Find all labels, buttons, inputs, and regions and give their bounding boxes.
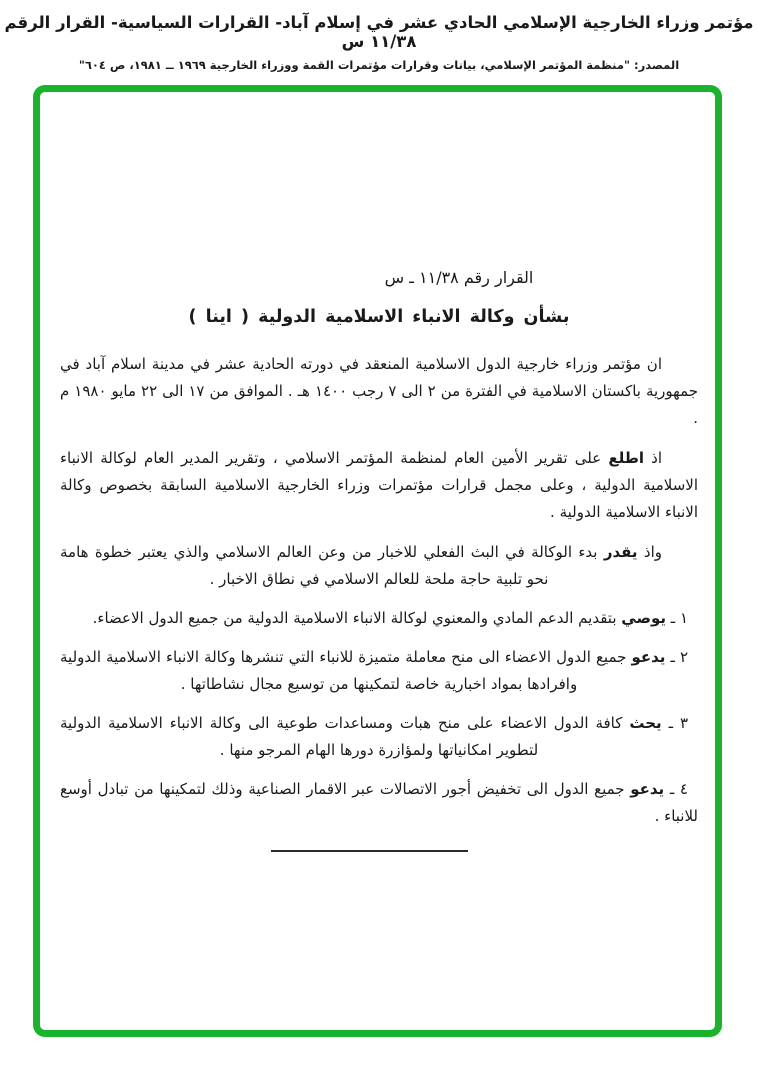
resolution-item bbox=[60, 644, 698, 698]
preamble-text: على تقرير الأمين العام لمنظمة المؤتمر الاسلامي ، وتقرير المدير العام لوكالة الانباء الاسلامية الدولية ، وعلى مجمل قرارات مؤتمرات وزراء الخارجية الاسلامية السابقة بخصوص وكالة الانباء الاسلامية الدولية . bbox=[60, 449, 698, 521]
item-verb: يدعو bbox=[631, 648, 666, 666]
item-verb: يحث bbox=[629, 714, 662, 732]
preamble-lead: اذ bbox=[643, 449, 662, 467]
resolution-subject-title: بشأن وكالة الانباء الاسلامية الدولية ( اينا ) bbox=[188, 307, 570, 327]
item-verb: يدعو bbox=[630, 780, 665, 798]
preamble-verb: يقدر bbox=[603, 543, 638, 561]
resolution-number-text: القرار رقم ١١/٣٨ ـ س bbox=[384, 268, 534, 287]
item-text: بتقديم الدعم المادي والمعنوي لوكالة الانباء الاسلامية الدولية من جميع الدول الاعضاء. bbox=[92, 609, 622, 627]
preamble-lead: واذ bbox=[637, 543, 662, 561]
resolution-item bbox=[60, 776, 698, 830]
resolution-item bbox=[60, 710, 698, 764]
item-text: جميع الدول الى تخفيض أجور الاتصالات عبر الاقمار الصناعية وذلك لتمكينها من تبادل أوسع للانباء . bbox=[60, 780, 698, 825]
page-header bbox=[0, 13, 758, 72]
preamble-paragraph bbox=[60, 445, 698, 526]
item-number: ٤ ـ bbox=[664, 780, 688, 798]
document-content bbox=[60, 85, 698, 852]
header-source-line: المصدر: "منظمة المؤتمر الإسلامي، بيانات وقرارات مؤتمرات القمة ووزراء الخارجية ١٩٦٩ ــ ١٩٨١، ص ٦٠٤" bbox=[78, 58, 680, 72]
resolution-number-title bbox=[60, 268, 698, 287]
item-text: جميع الدول الاعضاء الى منح معاملة متميزة للانباء التي تنشرها وكالة الانباء الاسلامية الدولية وافرادها بمواد اخبارية خاصة لتمكينها من توسيع مجال نشاطاتها . bbox=[60, 648, 632, 693]
preamble-paragraph bbox=[60, 351, 698, 432]
preamble-verb: اطلع bbox=[608, 449, 644, 467]
item-text: كافة الدول الاعضاء على منح هبات ومساعدات طوعية الى وكالة الانباء الاسلامية الدولية لتطوير امكانياتها ولمؤازرة دورها الهام المرجو منها . bbox=[60, 714, 630, 759]
resolution-item bbox=[60, 605, 698, 632]
end-divider bbox=[271, 850, 468, 852]
header-citation-line: مؤتمر وزراء الخارجية الإسلامي الحادي عشر في إسلام آباد- القرارات السياسية- القرار الرقم ١١/٣٨ س bbox=[4, 13, 754, 51]
item-number: ١ ـ bbox=[666, 609, 688, 627]
item-number: ٢ ـ bbox=[665, 648, 688, 666]
preamble-text: ان مؤتمر وزراء خارجية الدول الاسلامية المنعقد في دورته الحادية عشر في مدينة اسلام آباد في جمهورية باكستان الاسلامية في الفترة من ٢ الى ٧ رجب ١٤٠٠ هـ . الموافق من ١٧ الى ٢٢ مايو ١٩٨٠ م . bbox=[60, 355, 699, 427]
preamble-paragraph bbox=[60, 539, 698, 593]
item-number: ٣ ـ bbox=[661, 714, 688, 732]
preamble-text: بدء الوكالة في البث الفعلي للاخبار من وعن العالم الاسلامي والذي يعتبر خطوة هامة نحو تلبية حاجة ملحة للعالم الاسلامي في نطاق الاخبار . bbox=[60, 543, 604, 588]
item-verb: يوصي bbox=[621, 609, 666, 627]
